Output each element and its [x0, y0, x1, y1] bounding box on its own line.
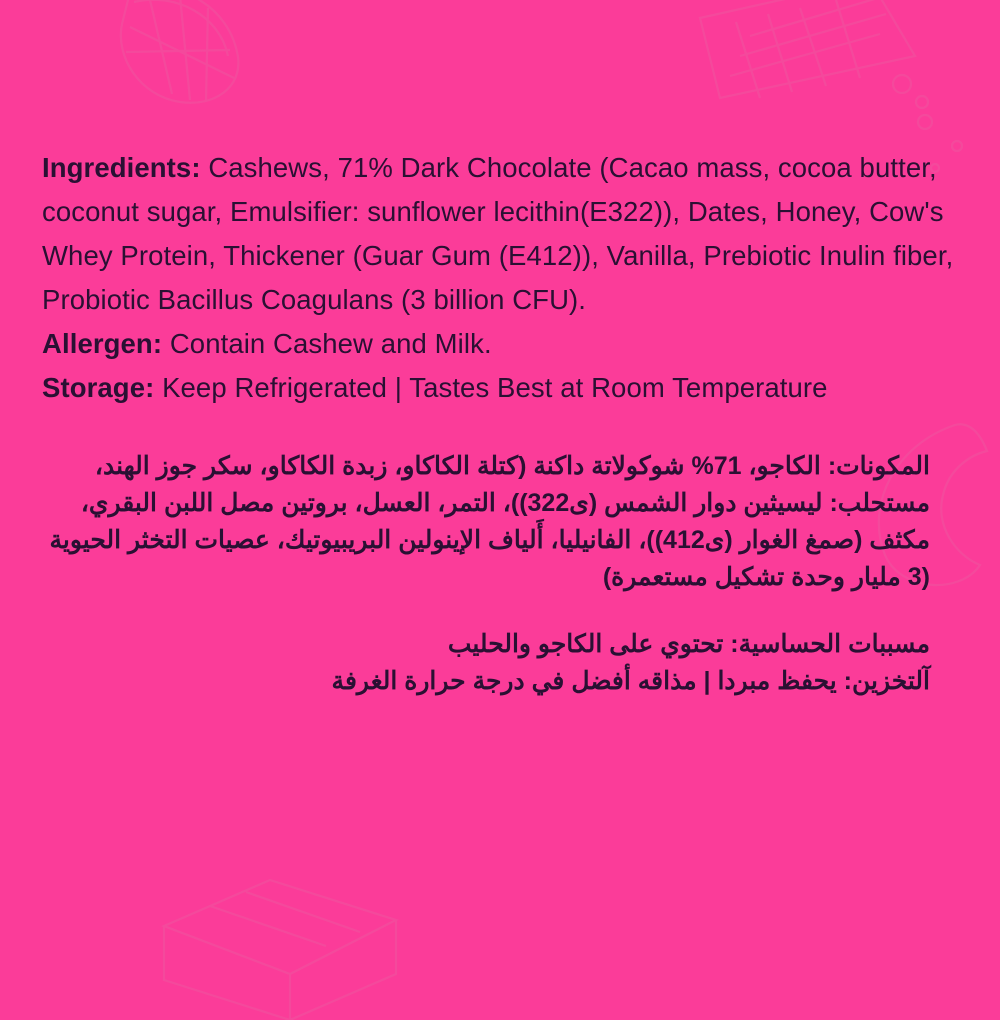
allergen-text: Contain Cashew and Milk.: [162, 328, 492, 359]
citrus-slice-doodle-icon: [110, 0, 260, 112]
box-doodle-icon: [150, 870, 410, 1020]
waffle-doodle-icon: [690, 0, 930, 118]
ingredients-text: Cashews, 71% Dark Chocolate (Cacao mass, cocoa butter, coconut sugar, Emulsifier: sunflower lecithin(E322)), Dates, Honey, Cow's Whey Protein, Thickener (Guar Gum (E412)), Vanilla, Prebiotic Inulin fiber, Probiotic Bacillus Coagulans (3 billion CFU).: [42, 152, 954, 315]
allergen-paragraph: [42, 322, 972, 366]
arabic-storage-paragraph: آلتخزين: يحفظ مبردا | مذاقه أفضل في درجة حرارة الغرفة: [331, 667, 930, 695]
storage-paragraph: [42, 366, 972, 410]
label-content: [42, 146, 972, 700]
english-text-block: [42, 146, 972, 410]
storage-text: Keep Refrigerated | Tastes Best at Room Temperature: [154, 372, 828, 403]
arabic-text-block: [42, 448, 930, 700]
arabic-paragraph-spacer: [42, 596, 930, 626]
storage-label: Storage:: [42, 372, 155, 403]
arabic-allergen-paragraph: مسببات الحساسية: تحتوي على الكاجو والحليب: [447, 630, 930, 658]
ingredients-label: Ingredients:: [42, 152, 201, 183]
arabic-ingredients-paragraph: المكونات: الكاجو، 71% شوكولاتة داكنة (كتلة الكاكاو، زبدة الكاكاو، سكر جوز الهند، مستحلب: ليسيثين دوار الشمس (ى322))، التمر، العسل، بروتين مصل اللبن البقري، مكثف (صمغ الغوار (ى412))، الفانيليا، أَلياف الإينولين البريبيوتيك، عصيات التخثر الحيوية (3 مليار وحدة تشكيل مستعمرة): [49, 452, 930, 591]
ingredients-paragraph: [42, 146, 972, 322]
allergen-label: Allergen:: [42, 328, 163, 359]
